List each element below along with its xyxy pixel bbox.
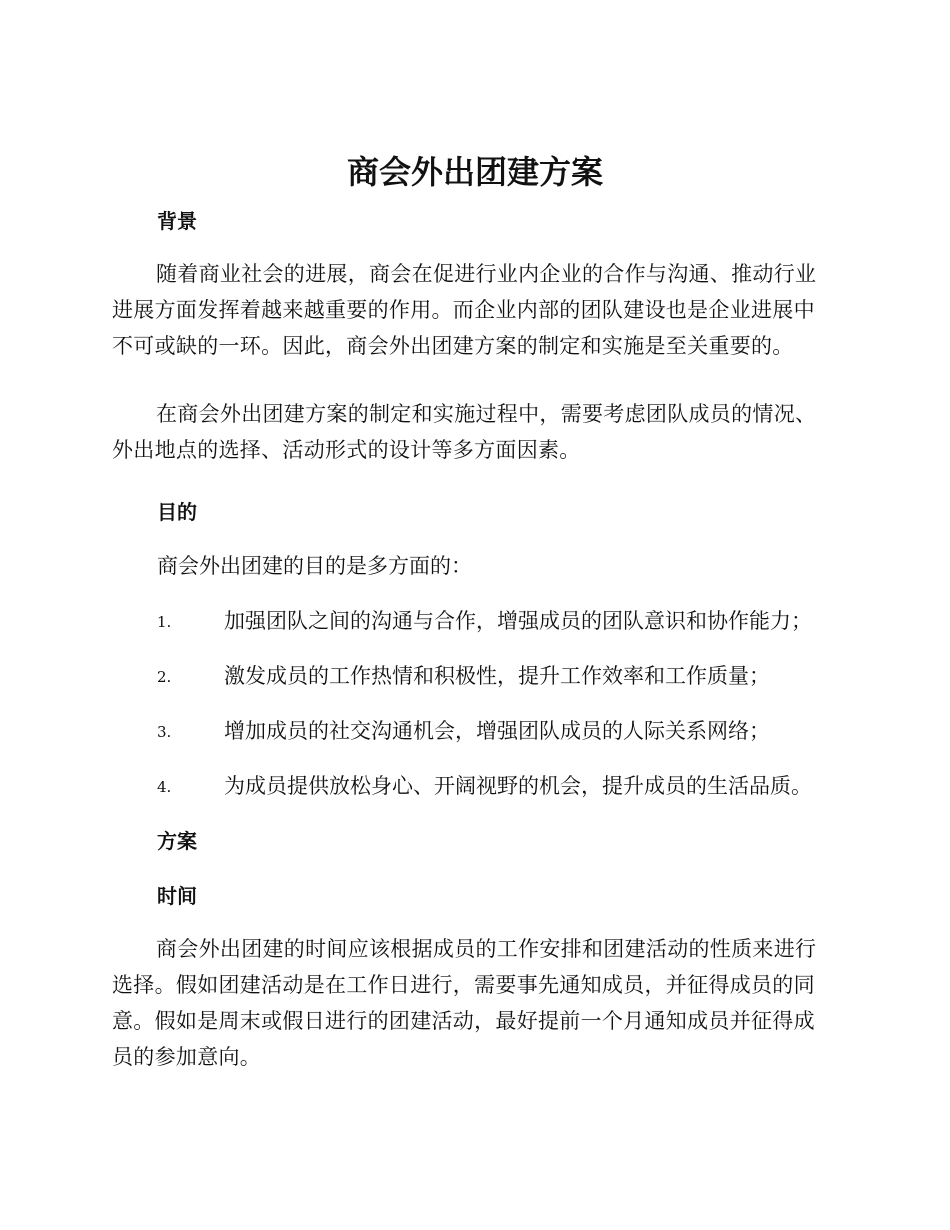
section-heading-plan: 方案: [157, 829, 197, 853]
background-paragraph-1: 随着商业社会的进展，商会在促进行业内企业的合作与沟通、推动行业进展方面发挥着越来越重要的作用。而企业内部的团队建设也是企业进展中不可或缺的一环。因此，商会外出团建方案的制定和实施是至关重要的。: [112, 262, 817, 358]
purpose-list-item: [157, 603, 837, 639]
list-number: 3.: [157, 723, 172, 741]
purpose-list-item: [157, 658, 837, 694]
section-heading-background: 背景: [157, 209, 197, 233]
purpose-intro: 商会外出团建的目的是多方面的：: [157, 554, 472, 578]
purpose-list-item: [157, 713, 837, 749]
background-paragraph-2: 在商会外出团建方案的制定和实施过程中，需要考虑团队成员的情况、外出地点的选择、活动形式的设计等多方面因素。: [112, 402, 817, 462]
section-heading-purpose: 目的: [157, 500, 197, 524]
list-text: 激发成员的工作热情和积极性，提升工作效率和工作质量；: [224, 664, 770, 688]
subheading-time: 时间: [157, 884, 197, 908]
list-number: 1.: [157, 613, 172, 631]
list-text: 为成员提供放松身心、开阔视野的机会，提升成员的生活品质。: [224, 774, 812, 798]
list-number: 2.: [157, 668, 172, 686]
list-number: 4.: [157, 778, 172, 796]
list-text: 增加成员的社交沟通机会，增强团队成员的人际关系网络；: [224, 719, 770, 743]
document-title: 商会外出团建方案: [346, 153, 603, 191]
list-text: 加强团队之间的沟通与合作，增强成员的团队意识和协作能力；: [224, 609, 812, 633]
time-paragraph: 商会外出团建的时间应该根据成员的工作安排和团建活动的性质来进行选择。假如团建活动是在工作日进行，需要事先通知成员，并征得成员的同意。假如是周末或假日进行的团建活动，最好提前一个月通知成员并征得成员的参加意向。: [112, 937, 817, 1069]
purpose-list-item: [157, 768, 837, 804]
